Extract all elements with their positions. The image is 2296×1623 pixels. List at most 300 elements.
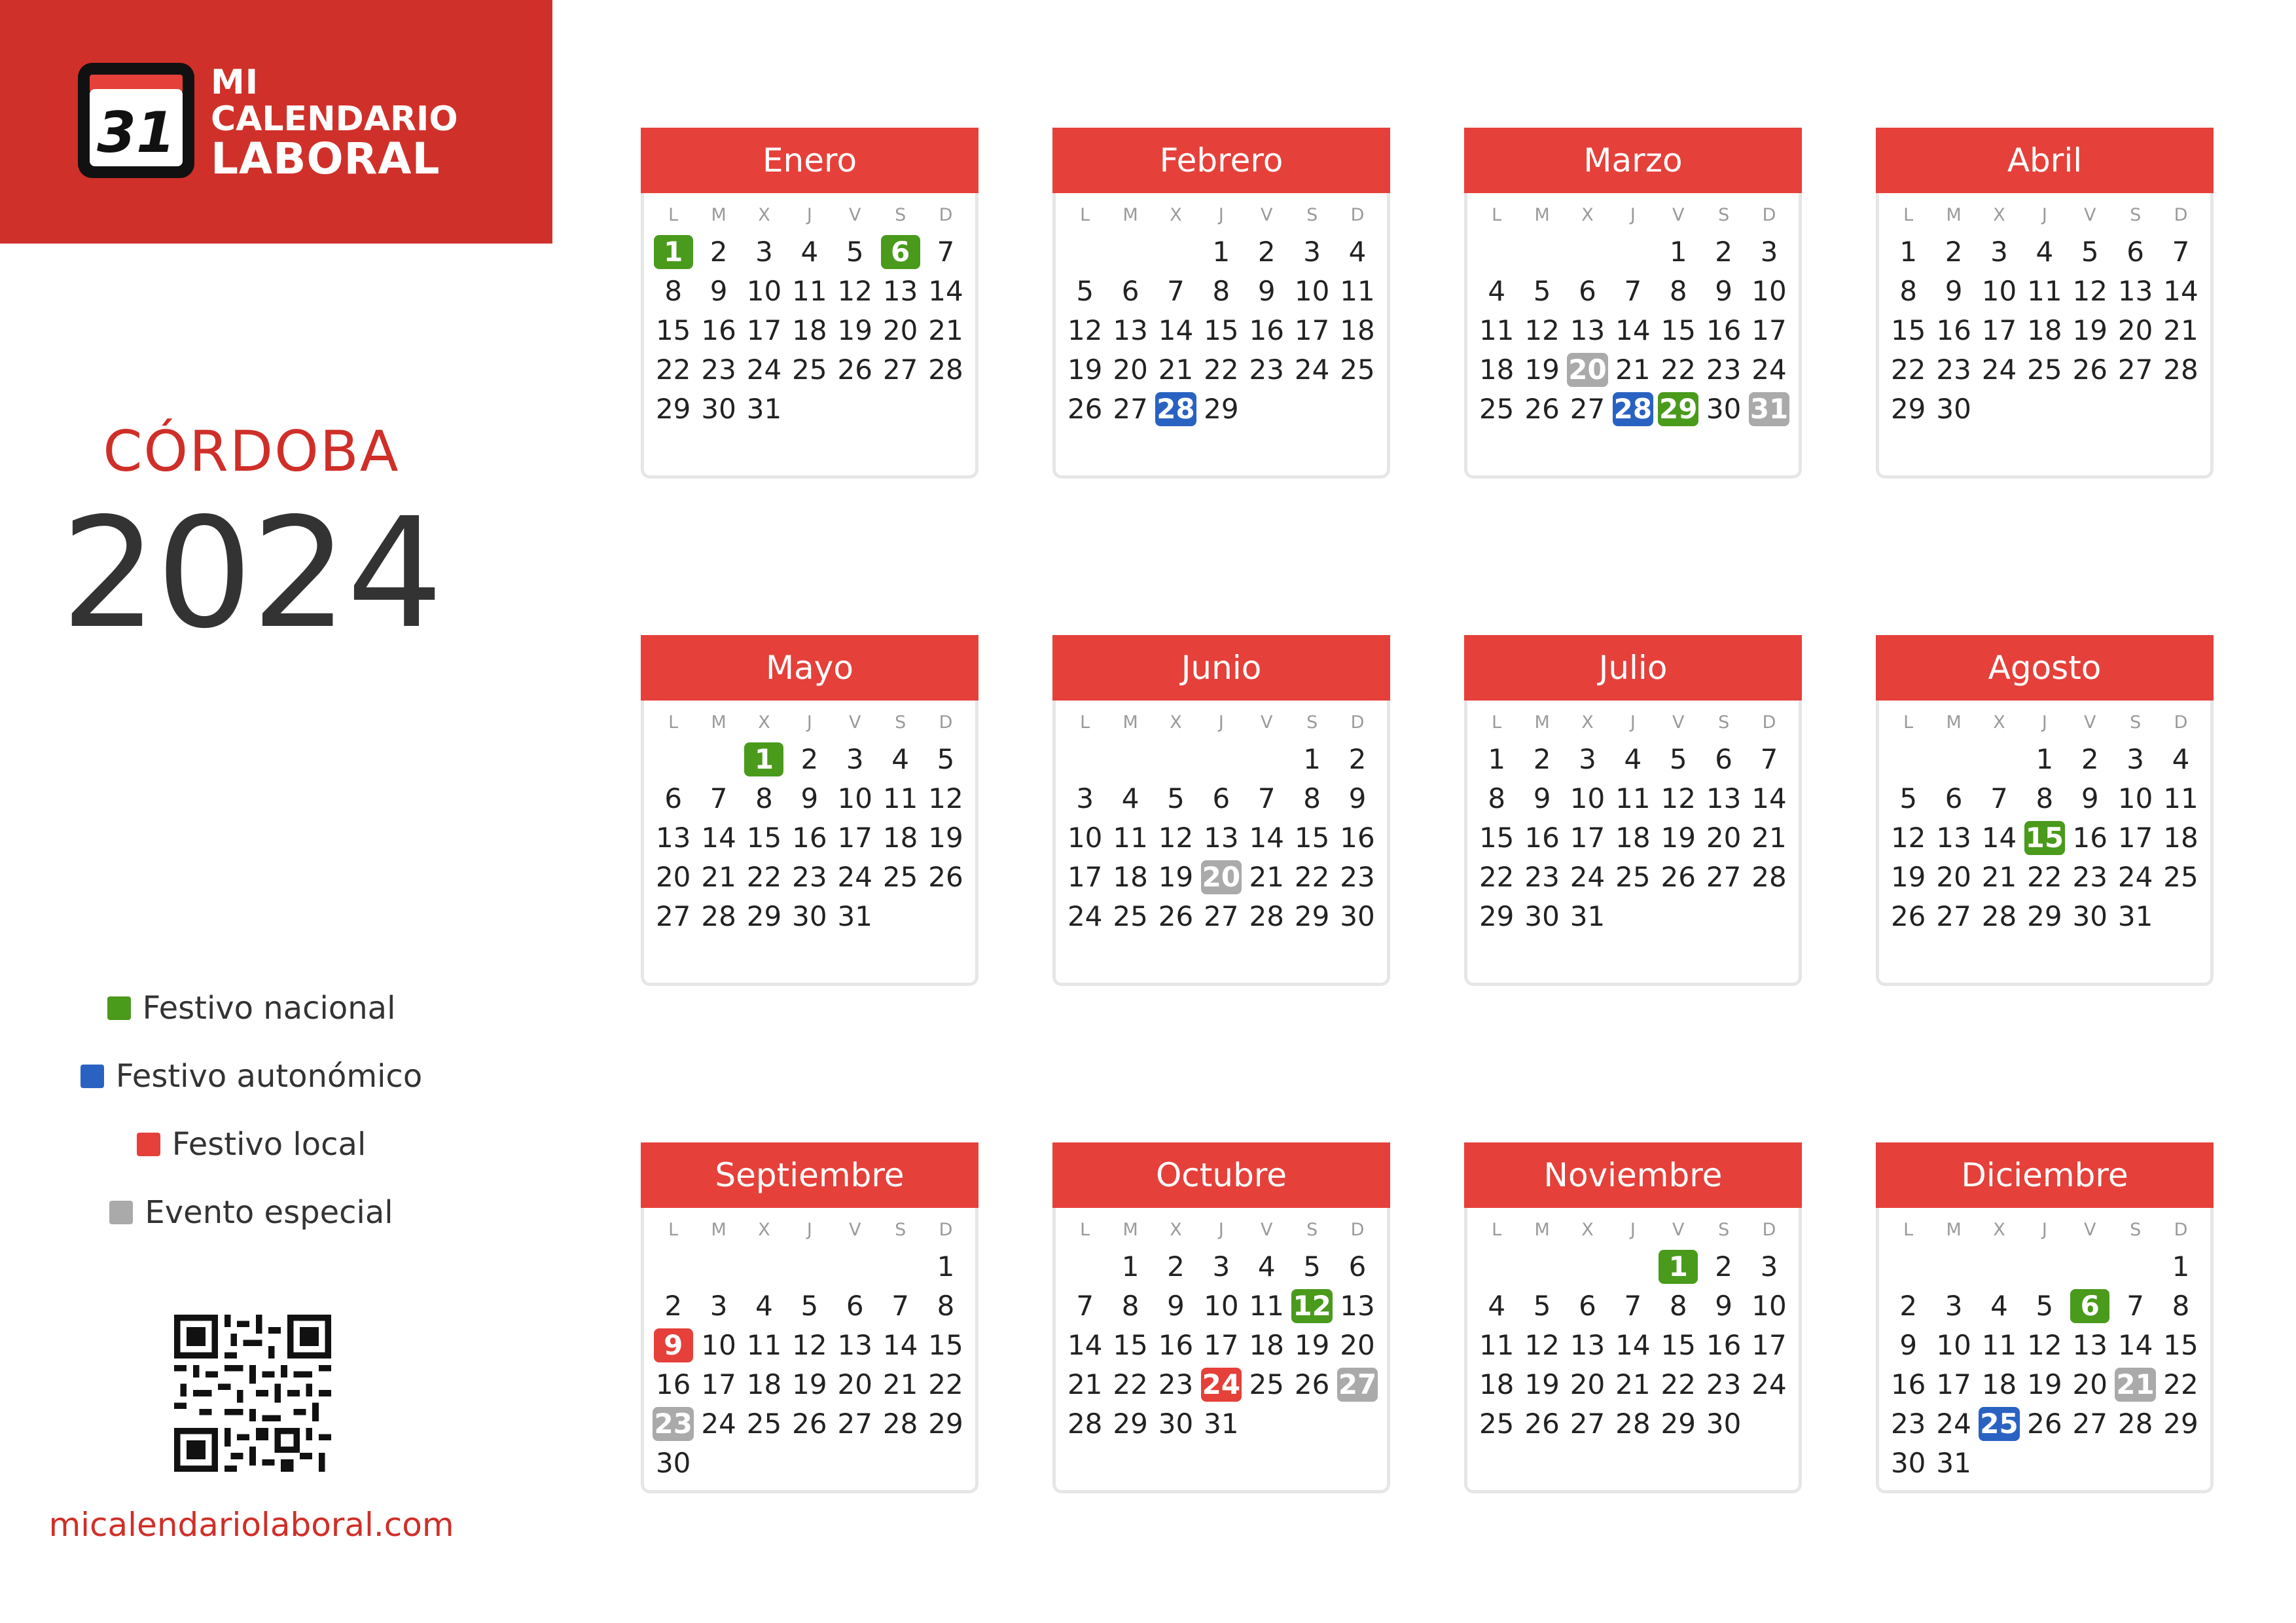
- day: 5: [2081, 236, 2099, 268]
- month-title: Marzo: [1464, 128, 1802, 193]
- day: 29: [1479, 900, 1515, 932]
- day: 27: [1706, 861, 1742, 893]
- day: 16: [655, 1368, 691, 1400]
- weekday-label: L: [668, 1220, 679, 1240]
- week-row: [1886, 858, 2204, 897]
- weekday-label: V: [849, 712, 861, 733]
- day: 2: [2081, 743, 2099, 775]
- day: 15: [1660, 1329, 1696, 1361]
- weekday-label: V: [1261, 1220, 1273, 1240]
- weekday-label: X: [1170, 1220, 1182, 1240]
- empty-day: [696, 1444, 741, 1483]
- month-card-marzo: [1464, 128, 1802, 479]
- day: 2: [1257, 236, 1276, 268]
- day: 16: [1706, 314, 1742, 346]
- day: 11: [1479, 314, 1515, 346]
- day: 21: [1615, 354, 1651, 386]
- day: 15: [655, 314, 691, 346]
- empty-day: [1610, 897, 1655, 936]
- week-row: [1474, 1247, 1792, 1286]
- weekday-label: D: [1762, 1220, 1776, 1240]
- day: 17: [837, 822, 872, 854]
- week-row: [1474, 1286, 1792, 1326]
- day: 10: [2117, 782, 2153, 814]
- day: 5: [1167, 782, 1185, 814]
- day: 23: [1706, 1368, 1742, 1400]
- empty-day: [878, 1444, 923, 1483]
- day: 5: [1533, 275, 1551, 307]
- day: 14: [1981, 822, 2017, 854]
- day: 5: [846, 236, 864, 268]
- day: 6: [1715, 743, 1732, 775]
- weekday-label: D: [2174, 1220, 2188, 1240]
- week-row: [1474, 1326, 1792, 1365]
- day: 4: [1990, 1290, 2008, 1322]
- day: 7: [1760, 743, 1778, 775]
- day: 30: [1340, 900, 1375, 932]
- day: 10: [1981, 275, 2017, 307]
- day: 2: [1945, 236, 1963, 268]
- day: 23: [701, 354, 736, 386]
- empty-day: [833, 390, 878, 429]
- day: 26: [792, 1408, 827, 1440]
- day: 11: [792, 275, 827, 307]
- day: 30: [1890, 1447, 1926, 1479]
- day: 22: [746, 861, 782, 893]
- day: 3: [1076, 782, 1094, 814]
- day: 12: [837, 275, 872, 307]
- empty-day: [2158, 897, 2203, 936]
- weekday-header: [1474, 205, 1792, 228]
- weekday-label: J: [1218, 712, 1224, 733]
- weekday-label: D: [2174, 712, 2188, 733]
- day: 1: [1488, 743, 1506, 775]
- week-row: [1886, 1365, 2204, 1404]
- qr-code-icon[interactable]: [174, 1315, 331, 1472]
- week-row: [1886, 1247, 2204, 1286]
- day: 24: [1981, 354, 2017, 386]
- day: 15: [1479, 822, 1515, 854]
- day: 7: [1624, 275, 1642, 307]
- day: 5: [937, 743, 955, 775]
- weekday-label: D: [1350, 205, 1365, 225]
- day: 27: [1113, 393, 1148, 425]
- day: 1: [2036, 743, 2054, 775]
- weekday-header: [651, 205, 969, 228]
- day: 24: [1936, 1408, 1971, 1440]
- weekday-label: X: [1993, 205, 2005, 225]
- week-row: [1062, 740, 1380, 779]
- day: 8: [664, 275, 683, 307]
- empty-day: [1335, 1404, 1380, 1444]
- day: 11: [746, 1329, 782, 1361]
- day-national-holiday: 6: [2068, 1286, 2113, 1326]
- day: 13: [1204, 822, 1239, 854]
- empty-day: [1977, 390, 2022, 429]
- day: 25: [1340, 354, 1375, 386]
- day: 16: [1936, 314, 1971, 346]
- day: 18: [1340, 314, 1375, 346]
- day: 3: [755, 236, 773, 268]
- weekday-label: L: [1080, 712, 1090, 733]
- day: 14: [701, 822, 736, 854]
- day: 17: [1067, 861, 1103, 893]
- week-row: [1474, 272, 1792, 311]
- day: 21: [1158, 354, 1194, 386]
- day: 20: [837, 1368, 872, 1400]
- weekday-label: L: [668, 205, 679, 225]
- weekday-label: J: [1630, 712, 1636, 733]
- day: 29: [655, 393, 691, 425]
- empty-day: [2158, 1444, 2203, 1483]
- day: 27: [2072, 1408, 2108, 1440]
- day: 31: [1570, 900, 1605, 932]
- day: 16: [1890, 1368, 1926, 1400]
- weekday-header: [1886, 205, 2204, 228]
- day-special-holiday: 31: [1749, 393, 1789, 425]
- day: 10: [1751, 275, 1787, 307]
- weekday-label: L: [1080, 1220, 1090, 1240]
- day: 22: [655, 354, 691, 386]
- day: 26: [1294, 1368, 1330, 1400]
- day: 28: [1067, 1408, 1103, 1440]
- empty-day: [1977, 740, 2022, 779]
- weekday-label: J: [806, 712, 812, 733]
- day: 5: [1303, 1250, 1321, 1283]
- empty-day: [1062, 232, 1107, 272]
- day: 2: [709, 236, 728, 268]
- empty-day: [1474, 1247, 1519, 1286]
- week-row: [651, 779, 969, 818]
- empty-day: [696, 740, 741, 779]
- day: 7: [891, 1290, 909, 1322]
- day: 12: [928, 782, 963, 814]
- day: 26: [1524, 393, 1560, 425]
- empty-day: [1062, 740, 1107, 779]
- weekday-label: V: [2084, 205, 2096, 225]
- day: 16: [1340, 822, 1375, 854]
- empty-day: [878, 1247, 923, 1286]
- website-link[interactable]: micalendariolaboral.com: [48, 1506, 454, 1544]
- day: 11: [2163, 782, 2198, 814]
- day: 24: [1751, 1368, 1787, 1400]
- weekday-label: M: [1534, 1220, 1550, 1240]
- day: 20: [655, 861, 691, 893]
- weekday-label: M: [711, 205, 726, 225]
- day: 17: [701, 1368, 736, 1400]
- weekday-label: M: [1122, 205, 1138, 225]
- empty-day: [1519, 232, 1564, 272]
- week-row: [1886, 1286, 2204, 1326]
- week-row: [1062, 272, 1380, 311]
- weekday-label: J: [1630, 205, 1636, 225]
- day: 29: [1204, 393, 1239, 425]
- day: 20: [1570, 1368, 1605, 1400]
- weekday-label: D: [1350, 1220, 1365, 1240]
- week-row: [1474, 390, 1792, 429]
- month-card-septiembre: [641, 1142, 978, 1493]
- week-row: [651, 1404, 969, 1444]
- weekday-header: [651, 712, 969, 736]
- week-row: [1474, 740, 1792, 779]
- day: 14: [2117, 1329, 2153, 1361]
- day: 21: [882, 1368, 918, 1400]
- day: 21: [701, 861, 736, 893]
- week-row: [1062, 779, 1380, 818]
- day: 3: [1945, 1290, 1963, 1322]
- weekday-label: S: [895, 1220, 906, 1240]
- day: 9: [1533, 782, 1551, 814]
- day: 8: [1669, 1290, 1687, 1322]
- day: 6: [1212, 782, 1230, 814]
- weekday-label: V: [849, 1220, 861, 1240]
- weekday-label: M: [1122, 1220, 1138, 1240]
- day: 29: [1113, 1408, 1148, 1440]
- day-special-holiday: 20: [1202, 861, 1241, 893]
- day: 15: [746, 822, 782, 854]
- day: 28: [2163, 354, 2198, 386]
- day: 3: [2126, 743, 2144, 775]
- empty-day: [1107, 740, 1153, 779]
- weekday-label: S: [1718, 1220, 1730, 1240]
- weekday-label: V: [849, 205, 861, 225]
- day: 10: [1936, 1329, 1971, 1361]
- day-national-holiday: 1: [651, 232, 696, 272]
- day: 7: [1167, 275, 1185, 307]
- day: 30: [701, 393, 736, 425]
- day: 7: [1624, 1290, 1642, 1322]
- month-card-noviembre: [1464, 1142, 1802, 1493]
- weekday-label: X: [758, 205, 770, 225]
- day: 12: [1524, 1329, 1560, 1361]
- day: 7: [1257, 782, 1276, 814]
- week-row: [1062, 1326, 1380, 1365]
- weekday-label: J: [806, 205, 812, 225]
- day: 21: [1751, 822, 1787, 854]
- day: 7: [1076, 1290, 1094, 1322]
- day: 4: [2172, 743, 2190, 775]
- day: 25: [1249, 1368, 1284, 1400]
- day: 24: [1294, 354, 1330, 386]
- day: 22: [1294, 861, 1330, 893]
- weekday-label: L: [668, 712, 679, 733]
- empty-day: [833, 1444, 878, 1483]
- month-title: Febrero: [1052, 128, 1390, 193]
- day: 20: [1340, 1329, 1375, 1361]
- day: 26: [1067, 393, 1103, 425]
- day: 31: [1204, 1408, 1239, 1440]
- day: 18: [1479, 1368, 1515, 1400]
- weekday-label: M: [1946, 205, 1962, 225]
- weekday-label: S: [895, 712, 906, 733]
- day: 24: [1067, 900, 1103, 932]
- weekday-label: J: [2041, 205, 2047, 225]
- legend-label: Festivo local: [171, 1126, 367, 1163]
- day: 26: [2072, 354, 2108, 386]
- empty-day: [1977, 1247, 2022, 1286]
- empty-day: [2068, 1247, 2113, 1286]
- day: 23: [1936, 354, 1971, 386]
- day: 25: [1479, 1408, 1515, 1440]
- day: 11: [1479, 1329, 1515, 1361]
- day: 14: [928, 275, 963, 307]
- week-row: [651, 1247, 969, 1286]
- legend-national: [0, 990, 503, 1027]
- weekday-label: J: [1630, 1220, 1636, 1240]
- day: 11: [1113, 822, 1148, 854]
- day: 31: [837, 900, 872, 932]
- week-row: [1474, 311, 1792, 350]
- day: 16: [792, 822, 827, 854]
- weekday-label: X: [758, 712, 770, 733]
- week-row: [1886, 1404, 2204, 1444]
- day: 12: [1890, 822, 1926, 854]
- week-row: [1474, 1365, 1792, 1404]
- legend-special-swatch: [109, 1201, 133, 1224]
- day: 13: [1706, 782, 1742, 814]
- weekday-label: D: [1762, 712, 1776, 733]
- day: 2: [664, 1290, 683, 1322]
- day: 28: [1249, 900, 1284, 932]
- weekday-header: [1886, 1220, 2204, 1243]
- day: 2: [1715, 1250, 1732, 1283]
- weekday-header: [1474, 1220, 1792, 1243]
- weekday-label: J: [806, 1220, 812, 1240]
- day: 2: [1533, 743, 1551, 775]
- day: 22: [1660, 354, 1696, 386]
- week-row: [1062, 350, 1380, 390]
- day: 15: [1890, 314, 1926, 346]
- empty-day: [2113, 390, 2158, 429]
- legend-label: Evento especial: [145, 1194, 393, 1231]
- day: 18: [1981, 1368, 2017, 1400]
- day: 9: [800, 782, 819, 814]
- day: 21: [928, 314, 963, 346]
- day: 11: [1981, 1329, 2017, 1361]
- weekday-label: L: [1492, 205, 1502, 225]
- weekday-label: M: [1946, 712, 1962, 733]
- weekday-label: X: [1581, 205, 1594, 225]
- empty-day: [1886, 740, 1931, 779]
- day: 19: [2072, 314, 2108, 346]
- weekday-label: V: [2084, 712, 2096, 733]
- day: 28: [882, 1408, 918, 1440]
- day: 19: [928, 822, 963, 854]
- week-row: [1062, 1247, 1380, 1286]
- day: 13: [882, 275, 918, 307]
- week-row: [1474, 232, 1792, 272]
- weekday-label: V: [1672, 712, 1685, 733]
- day: 31: [746, 393, 782, 425]
- day: 16: [2072, 822, 2108, 854]
- day: 18: [882, 822, 918, 854]
- week-row: [1474, 818, 1792, 858]
- empty-day: [651, 740, 696, 779]
- week-row: [651, 1286, 969, 1326]
- brand-name: [211, 63, 458, 184]
- day: 14: [1249, 822, 1284, 854]
- weekday-header: [1062, 1220, 1380, 1243]
- day: 14: [1067, 1329, 1103, 1361]
- day-special-holiday: 21: [2116, 1368, 2155, 1400]
- day: 6: [664, 782, 683, 814]
- day: 19: [1524, 1368, 1560, 1400]
- day: 27: [882, 354, 918, 386]
- day: 22: [1890, 354, 1926, 386]
- weekday-label: S: [1306, 712, 1318, 733]
- weekday-label: D: [1762, 205, 1776, 225]
- weekday-label: X: [1170, 205, 1182, 225]
- weekday-label: V: [1261, 205, 1273, 225]
- day: 21: [1249, 861, 1284, 893]
- empty-day: [1565, 232, 1610, 272]
- week-row: [651, 1326, 969, 1365]
- day: 20: [1706, 822, 1742, 854]
- day: 13: [1936, 822, 1971, 854]
- day: 15: [1113, 1329, 1148, 1361]
- day: 3: [1212, 1250, 1230, 1283]
- day-special-holiday: 27: [1338, 1368, 1377, 1400]
- weekday-label: L: [1492, 1220, 1502, 1240]
- day: 17: [1981, 314, 2017, 346]
- week-row: [1062, 858, 1380, 897]
- day-national-holiday: 1: [742, 740, 787, 779]
- day: 2: [1899, 1290, 1918, 1322]
- day: 22: [1479, 861, 1515, 893]
- month-title: Diciembre: [1876, 1142, 2214, 1208]
- day: 24: [701, 1408, 736, 1440]
- day: 12: [1524, 314, 1560, 346]
- week-row: [1886, 350, 2204, 390]
- day: 28: [1615, 1408, 1651, 1440]
- month-title: Octubre: [1052, 1142, 1390, 1208]
- week-row: [1474, 858, 1792, 897]
- day: 11: [1249, 1290, 1284, 1322]
- month-card-febrero: [1052, 128, 1390, 479]
- day: 6: [2126, 236, 2144, 268]
- day: 7: [1990, 782, 2008, 814]
- day: 4: [2036, 236, 2054, 268]
- day: 21: [1067, 1368, 1103, 1400]
- day: 15: [2163, 1329, 2198, 1361]
- empty-day: [2068, 390, 2113, 429]
- day: 4: [1488, 1290, 1506, 1322]
- legend-label: Festivo nacional: [142, 990, 396, 1027]
- legend-national-swatch: [107, 996, 131, 1020]
- day: 19: [2027, 1368, 2062, 1400]
- empty-day: [787, 390, 832, 429]
- weekday-label: X: [758, 1220, 770, 1240]
- day: 8: [1212, 275, 1230, 307]
- day: 31: [1936, 1447, 1971, 1479]
- day: 5: [1669, 743, 1687, 775]
- month-card-diciembre: [1876, 1142, 2214, 1493]
- week-row: [1062, 1365, 1380, 1404]
- month-title: Noviembre: [1464, 1142, 1802, 1208]
- weekday-label: V: [2084, 1220, 2096, 1240]
- day: 10: [1067, 822, 1103, 854]
- day: 10: [1204, 1290, 1239, 1322]
- day-local-holiday: 9: [651, 1326, 696, 1365]
- empty-day: [787, 1247, 832, 1286]
- day: 13: [1570, 1329, 1605, 1361]
- day: 29: [2027, 900, 2062, 932]
- day: 4: [800, 236, 819, 268]
- weekday-header: [1886, 712, 2204, 736]
- week-row: [1062, 311, 1380, 350]
- day: 17: [1294, 314, 1330, 346]
- day: 5: [1533, 1290, 1551, 1322]
